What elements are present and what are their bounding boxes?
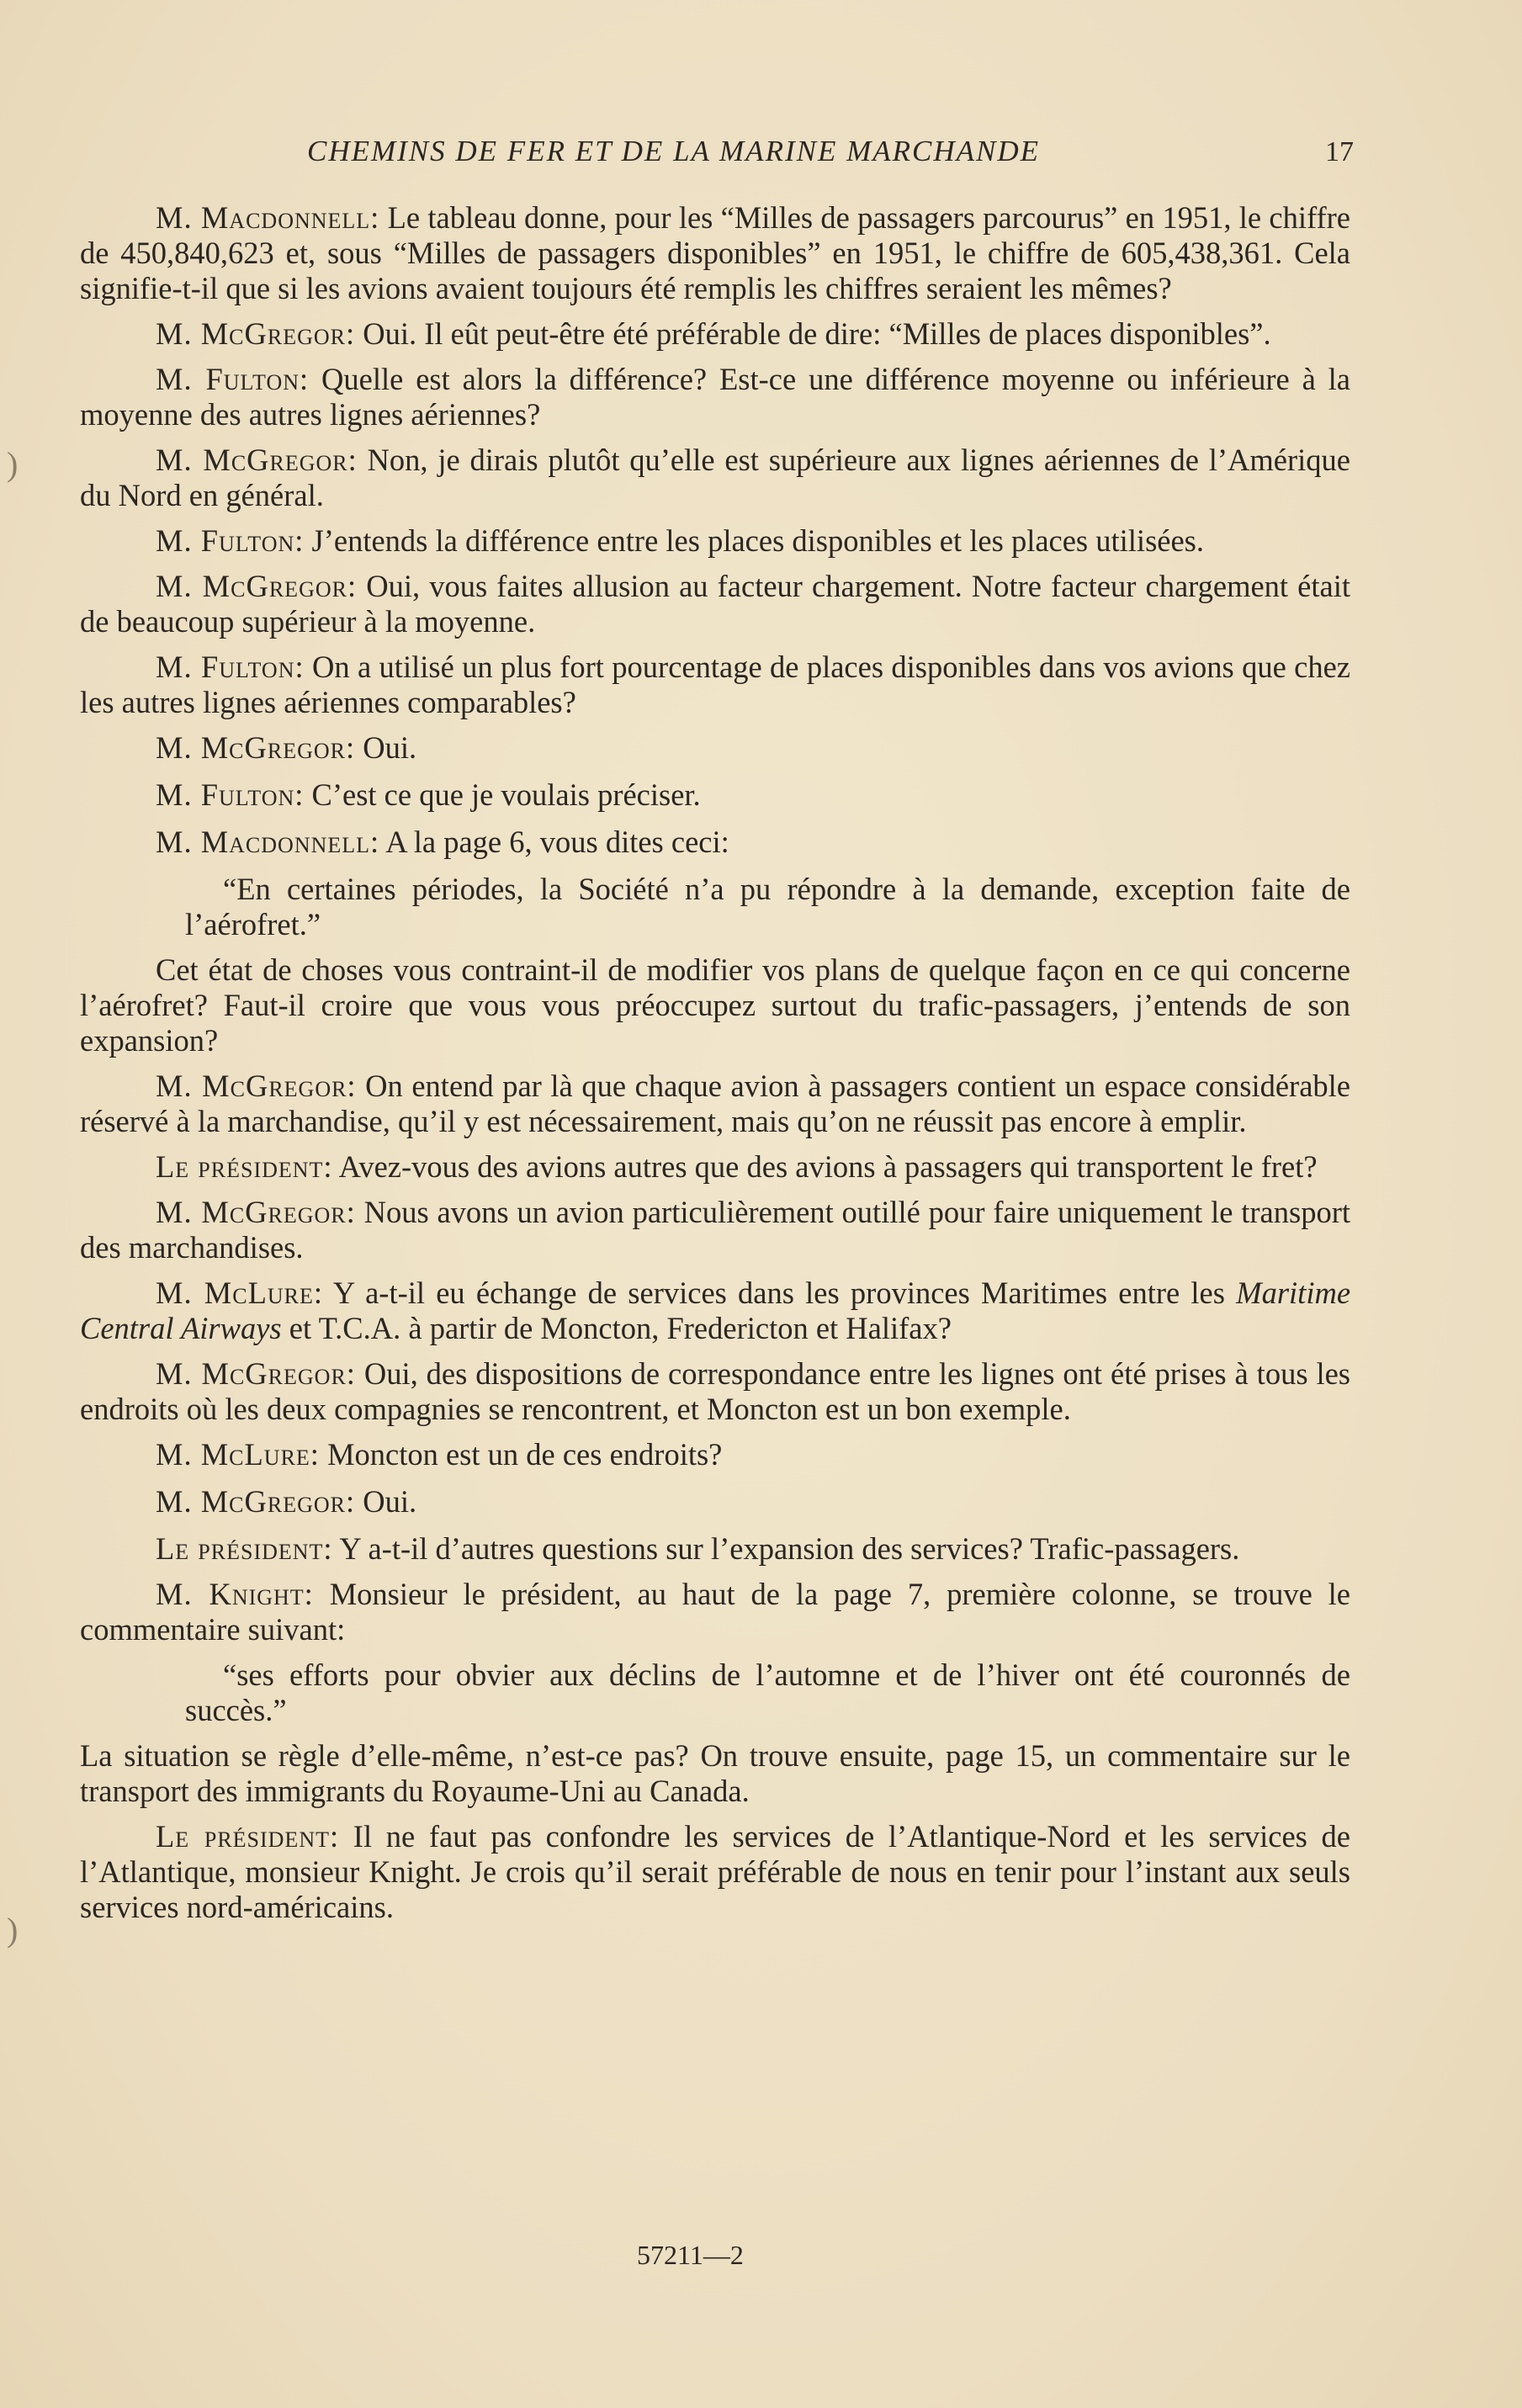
paragraph-text: Cet état de choses vous contraint-il de modifier vos plans de quelque façon en ce qui concerne l’aérofret? Faut-il croire que vous vous préoccupez surtout du trafic-passagers, j’entends de son expansion? [80, 952, 1350, 1058]
speaker-name: M. McGregor: [156, 1195, 356, 1229]
paragraph-text: Le tableau donne, pour les “Milles de passagers parcourus” en 1951, le chiffre de 450,840,623 et, sous “Milles de passagers disponibles” en 1951, le chiffre de 605,438,361. Cela signifie-t-il que si les avions avaient toujours été remplis les chiffres seraient les mêmes? [80, 200, 1350, 305]
paragraph [80, 1484, 1350, 1520]
paragraph-text: Oui. Il eût peut-être été préférable de dire: “Milles de places disponibles”. [355, 316, 1271, 351]
paragraph [80, 1149, 1350, 1185]
paragraph [80, 1069, 1350, 1139]
paragraph-text: Y a-t-il eu échange de services dans les provinces Maritimes entre les [323, 1276, 1237, 1310]
speaker-name: M. Knight: [156, 1577, 314, 1611]
paragraph [80, 362, 1350, 432]
block-quote: “ses efforts pour obvier aux déclins de l’automne et de l’hiver ont été couronnés de succès.” [185, 1657, 1350, 1727]
speaker-name: Le président: [156, 1531, 333, 1566]
paragraph [80, 825, 1350, 860]
paragraph-text: Y a-t-il d’autres questions sur l’expansion des services? Trafic-passagers. [332, 1531, 1240, 1566]
paragraph [80, 650, 1350, 720]
speaker-name: M. Fulton: [156, 523, 305, 558]
running-head: CHEMINS DE FER ET DE LA MARINE MARCHANDE [307, 135, 1040, 167]
airline-name: Maritime Central Airways [80, 1276, 1351, 1345]
speaker-name: M. Fulton: [156, 362, 310, 396]
speaker-name: Le président: [156, 1149, 333, 1184]
speaker-name: M. McGregor: [156, 316, 356, 351]
paragraph-text: Avez-vous des avions autres que des avions à passagers qui transportent le fret? [332, 1149, 1318, 1184]
paragraph-text: Moncton est un de ces endroits? [319, 1437, 723, 1472]
paragraph-text: On entend par là que chaque avion à passagers contient un espace considérable réservé à la marchandise, qu’il y est nécessairement, mais qu’on ne réussit pas encore à emplir. [80, 1069, 1350, 1138]
paragraph [80, 777, 1350, 813]
paragraph-text: A la page 6, vous dites ceci: [379, 825, 729, 859]
speaker-name: M. Fulton: [156, 777, 305, 812]
speaker-name: M. McGregor: [156, 569, 358, 603]
paragraph-text: J’entends la différence entre les places disponibles et les places utilisées. [304, 523, 1205, 558]
margin-mark: ) [7, 1911, 19, 1949]
body-text [80, 200, 1350, 1935]
speaker-name: M. Macdonnell: [156, 200, 380, 235]
block-quote: “En certaines périodes, la Société n’a pu répondre à la demande, exception faite de l’aérofret.” [185, 872, 1350, 941]
paragraph-text: Il ne faut pas confondre les services de l’Atlantique-Nord et les services de l’Atlantique, monsieur Knight. Je crois qu’il serait préférable de nous en tenir pour l’instant aux seuls services nord-américains. [80, 1819, 1351, 1924]
paragraph [80, 1356, 1350, 1427]
margin-mark: ) [7, 445, 19, 483]
paragraph-text: Nous avons un avion particulièrement outillé pour faire uniquement le transport des marchandises. [80, 1195, 1350, 1265]
paragraph-text: Oui, vous faites allusion au facteur chargement. Notre facteur chargement était de beaucoup supérieur à la moyenne. [80, 569, 1350, 639]
paragraph-text: Oui. [355, 1484, 417, 1519]
paragraph-text: Non, je dirais plutôt qu’elle est supérieure aux lignes aériennes de l’Amérique du Nord en général. [80, 443, 1350, 512]
paragraph [80, 316, 1350, 352]
speaker-name: M. Fulton: [156, 650, 305, 684]
paragraph [80, 730, 1350, 766]
paragraph [80, 1437, 1350, 1472]
paragraph [80, 569, 1350, 639]
paragraph [80, 1819, 1350, 1925]
paragraph [80, 952, 1350, 1058]
paragraph: La situation se règle d’elle-même, n’est-ce pas? On trouve ensuite, page 15, un commentaire sur le transport des immigrants du Royaume-Uni au Canada. [80, 1738, 1350, 1808]
paragraph [80, 1531, 1350, 1567]
paragraph [80, 443, 1350, 513]
signature-mark: 57211—2 [637, 2240, 744, 2270]
paragraph-text: Oui, des dispositions de correspondance entre les lignes ont été prises à tous les endroits où les deux compagnies se rencontrent, et Moncton est un bon exemple. [80, 1356, 1351, 1426]
paragraph-text: Monsieur le président, au haut de la page 7, première colonne, se trouve le commentaire suivant: [80, 1577, 1350, 1647]
paragraph-text: Quelle est alors la différence? Est-ce une différence moyenne ou inférieure à la moyenne des autres lignes aériennes? [80, 362, 1350, 432]
paragraph-text: C’est ce que je voulais préciser. [304, 777, 701, 812]
paragraph [80, 200, 1350, 306]
paragraph [80, 1577, 1350, 1647]
paragraph [80, 1276, 1350, 1346]
page-number: 17 [1325, 136, 1354, 167]
speaker-name: M. McGregor: [156, 730, 356, 765]
speaker-name: M. McGregor: [156, 443, 358, 477]
speaker-name: M. McLure: [156, 1276, 324, 1310]
paragraph-text: et T.C.A. à partir de Moncton, Fredericton et Halifax? [281, 1311, 952, 1345]
speaker-name: Le président: [156, 1819, 340, 1854]
speaker-name: M. McGregor: [156, 1356, 356, 1391]
paragraph [80, 523, 1350, 559]
paragraph-text: Oui. [355, 730, 417, 765]
speaker-name: M. McGregor: [156, 1069, 357, 1103]
speaker-name: M. Macdonnell: [156, 825, 380, 859]
paragraph [80, 1195, 1350, 1265]
paragraph-text: On a utilisé un plus fort pourcentage de places disponibles dans vos avions que chez les autres lignes aériennes comparables? [80, 650, 1350, 719]
speaker-name: M. McGregor: [156, 1484, 356, 1519]
speaker-name: M. McLure: [156, 1437, 320, 1472]
